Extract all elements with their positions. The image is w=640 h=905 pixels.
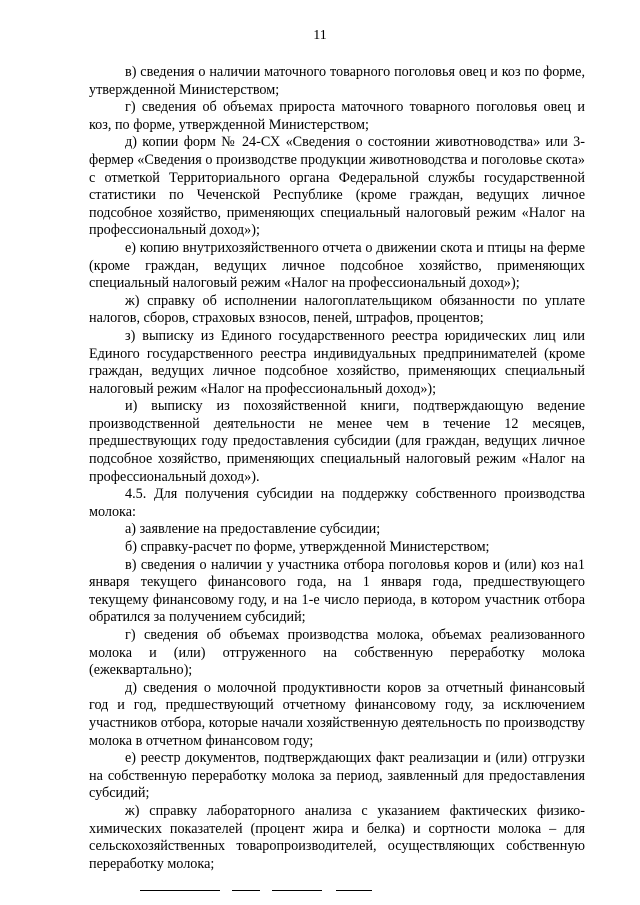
paragraph-a-application: а) заявление на предоставление субсидии; bbox=[125, 521, 381, 538]
paragraph-g-livestock-growth: г) сведения об объемах прироста маточного товарного поголовья овец и коз, по форме, утвержденной Министерством; bbox=[89, 99, 585, 133]
paragraph-zh-lab-analysis: ж) справку лабораторного анализа с указанием фактических физико-химических показателей (процент жира и белка) и сортности молока – для сельскохозяйственных товаропроизводителей, осуществляющих собственную переработку молока; bbox=[89, 802, 585, 872]
paragraph-zh-tax-certificate: ж) справку об исполнении налогоплательщиком обязанности по уплате налогов, сборов, страховых взносов, пеней, штрафов, процентов; bbox=[89, 292, 585, 327]
footer-rule bbox=[336, 890, 372, 891]
paragraph-e-document-register: е) реестр документов, подтверждающих факт реализации и (или) отгрузки на собственную переработку молока за период, заявленный для предоставления субсидий; bbox=[89, 750, 585, 802]
footer-rule bbox=[272, 890, 322, 891]
paragraph-z-state-register: з) выписку из Единого государственного реестра юридических лиц или Единого государственного реестра индивидуальных предпринимателей (кроме граждан, ведущих личное подсобное хозяйство, применяющих специальный налоговый режим «Налог на профессиональный доход»); bbox=[89, 327, 585, 397]
paragraph-g-milk-volumes: г) сведения об объемах производства молока, объемах реализованного молока и (или) отгруженного на собственную переработку молока (ежеквартально); bbox=[89, 627, 585, 679]
document-body bbox=[89, 64, 585, 873]
paragraph-b-calculation: б) справку-расчет по форме, утвержденной Министерством; bbox=[125, 539, 490, 556]
paragraph-e-internal-report: е) копию внутрихозяйственного отчета о движении скота и птицы на ферме (кроме граждан, ведущих личное подсобное хозяйство, применяющих специальный налоговый режим «Налог на профессиональный доход»); bbox=[89, 239, 585, 292]
footer-rule bbox=[140, 890, 220, 891]
page-number: 11 bbox=[313, 28, 327, 43]
paragraph-d-statistics-forms: д) копии форм № 24-СХ «Сведения о состоянии животноводства» или 3-фермер «Сведения о производстве продукции животноводства и поголовье скота» с отметкой Территориального органа Федеральной службы государственной статистики по Чеченской Республике (кроме граждан, ведущих личное подсобное хозяйство, применяющих специальный налоговый режим «Налог на профессиональный доход»); bbox=[89, 134, 585, 239]
paragraph-v-cows-goats: в) сведения о наличии у участника отбора поголовья коров и (или) коз на1 января текущего финансового года, на 1 января года, предшествующего текущему финансовому году, и на 1-е число периода, в котором участник отбора обратился за получением субсидий; bbox=[89, 556, 585, 626]
paragraph-d-milk-productivity: д) сведения о молочной продуктивности коров за отчетный финансовый год и год, предшествующий отчетному финансовому году, за исключением участников отбора, которые начали хозяйственную деятельность по производству молока в отчетном финансовом году; bbox=[89, 679, 585, 749]
footer-rule bbox=[232, 890, 260, 891]
paragraph-4-5-milk-subsidy: 4.5. Для получения субсидии на поддержку собственного производства молока: bbox=[89, 486, 585, 520]
paragraph-i-household-book: и) выписку из похозяйственной книги, подтверждающую ведение производственной деятельности не менее чем в течение 12 месяцев, предшествующих году предоставления субсидии (для граждан, ведущих личное подсобное хозяйство, применяющих специальный налоговый режим «Налог на профессиональный доход»). bbox=[89, 398, 585, 485]
paragraph-v-sheep-goat-livestock: в) сведения о наличии маточного товарного поголовья овец и коз по форме, утвержденной Министерством; bbox=[89, 64, 585, 98]
